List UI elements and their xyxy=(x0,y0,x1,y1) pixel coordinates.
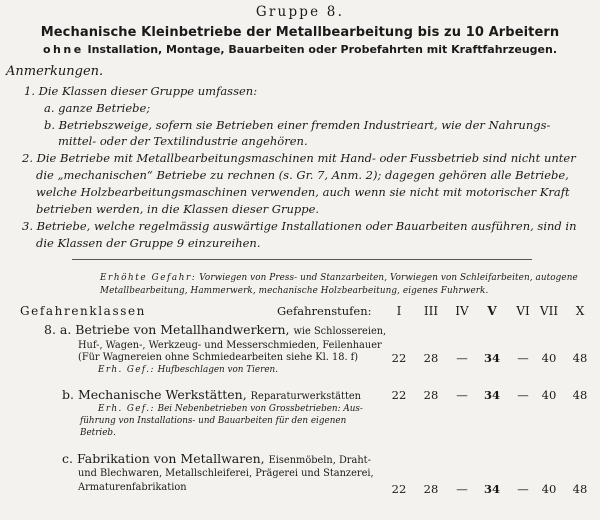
note-line: 1. Die Klassen dieser Gruppe umfassen: xyxy=(24,84,258,98)
entry-8a-line2: Huf-, Wagen-, Werkzeug- und Messerschmieden, Feilenhauer xyxy=(78,340,382,351)
entry-8b-value-i: 22 xyxy=(391,388,407,402)
entry-8b-increased-hazard xyxy=(98,404,363,414)
level-header-v: V xyxy=(487,304,497,318)
entry-8c-heading-rest: Eisenmöbeln, Draht- xyxy=(268,455,371,466)
note-line: die „mechanischen“ Betriebe zu rechnen (s. Gr. 7, Anm. 2); dagegen gehören alle Betriebe, xyxy=(36,168,569,182)
level-header-x: X xyxy=(575,304,585,318)
level-header-vi: VI xyxy=(516,304,530,318)
entry-8a-heading: 8. a. Betriebe von Metallhandwerkern, xyxy=(44,322,290,337)
group-title: Mechanische Kleinbetriebe der Metallbearbeitung bis zu 10 Arbeitern xyxy=(40,25,560,40)
entry-8c-value-vii: 40 xyxy=(541,482,557,496)
entry-8c-title xyxy=(62,451,371,466)
hazard-label: Erhöhte Gefahr: xyxy=(100,273,197,283)
entry-8b-heading-rest: Reparaturwerkstätten xyxy=(250,391,361,402)
entry-8a-value-i: 22 xyxy=(391,351,407,365)
entry-8c-value-v: 34 xyxy=(483,482,500,496)
note-line: betrieben werden, in die Klassen dieser Gruppe. xyxy=(36,202,320,216)
note-line: welche Holzbearbeitungsmaschinen verwenden, auch wenn sie nicht mit motorischer Kraft xyxy=(36,185,570,199)
column-hazard-classes: Gefahrenklassen xyxy=(20,304,146,318)
entry-8b-title xyxy=(62,387,361,402)
note-line: b. Betriebszweige, sofern sie Betrieben einer fremden Industrieart, wie der Nahrungs- xyxy=(44,118,551,132)
hazard-line-1 xyxy=(100,273,578,283)
subtitle-rest: Installation, Montage, Bauarbeiten oder Probefahrten mit Kraftfahrzeugen. xyxy=(87,43,557,56)
entry-8b-value-vii: 40 xyxy=(541,388,557,402)
hazard-line-2: Metallbearbeitung, Hammerwerk, mechanische Holzbearbeitung, eigenes Fuhrwerk. xyxy=(100,286,489,296)
level-header-iv: IV xyxy=(455,304,469,318)
entry-8a-title xyxy=(44,322,386,337)
entry-8a-increased-hazard xyxy=(98,365,278,375)
level-header-i: I xyxy=(396,304,402,318)
level-header-iii: III xyxy=(423,304,439,318)
note-line: a. ganze Betriebe; xyxy=(44,101,151,115)
divider-rule xyxy=(72,259,532,260)
entry-8a-value-x: 48 xyxy=(572,351,588,365)
entry-8a-value-v: 34 xyxy=(483,351,500,365)
entry-8b-value-iii: 28 xyxy=(423,388,439,402)
entry-8b-value-iv: — xyxy=(456,388,468,402)
hazard-text: Vorwiegen von Press- und Stanzarbeiten, Vorwiegen von Schleifarbeiten, autogene xyxy=(199,273,578,283)
entry-8c-value-vi: — xyxy=(517,482,529,496)
entry-8c-value-x: 48 xyxy=(572,482,588,496)
entry-8b-heading: b. Mechanische Werkstätten, xyxy=(62,387,247,402)
erh-label: Erh. Gef.: xyxy=(98,365,155,375)
entry-8a-heading-rest: wie Schlossereien, xyxy=(293,326,387,337)
note-line: die Klassen der Gruppe 9 einzureihen. xyxy=(36,236,261,250)
group-subtitle xyxy=(0,43,600,56)
column-hazard-levels-label: Gefahrenstufen: xyxy=(277,304,372,318)
erh-text: Hufbeschlagen von Tieren. xyxy=(157,365,279,375)
entry-8c-heading: c. Fabrikation von Metallwaren, xyxy=(62,451,265,466)
subtitle-spaced-word: ohne xyxy=(42,43,84,56)
entry-8b-value-vi: — xyxy=(517,388,529,402)
entry-8c-line3: Armaturenfabrikation xyxy=(78,482,187,493)
entry-8b-erh-line3: Betrieb. xyxy=(80,428,116,438)
entry-8c-line2: und Blechwaren, Metallschleiferei, Prägerei und Stanzerei, xyxy=(78,468,374,479)
erh-label: Erh. Gef.: xyxy=(98,404,155,414)
note-line: mittel- oder der Textilindustrie angehören. xyxy=(58,134,308,148)
entry-8c-value-iv: — xyxy=(456,482,468,496)
entry-8a-value-vii: 40 xyxy=(541,351,557,365)
entry-8a-value-iv: — xyxy=(456,351,468,365)
notes-heading: Anmerkungen. xyxy=(6,64,104,79)
group-number: Gruppe 8. xyxy=(255,4,345,20)
note-line: 2. Die Betriebe mit Metallbearbeitungsmaschinen mit Hand- oder Fussbetrieb sind nicht unter xyxy=(22,151,576,165)
entry-8a-value-iii: 28 xyxy=(423,351,439,365)
entry-8c-value-iii: 28 xyxy=(423,482,439,496)
entry-8b-erh-line2: führung von Installations- und Bauarbeiten für den eigenen xyxy=(80,416,347,426)
note-line: 3. Betriebe, welche regelmässig auswärtige Installationen oder Bauarbeiten ausführen, sind in xyxy=(22,219,577,233)
entry-8b-value-v: 34 xyxy=(483,388,500,402)
level-header-vii: VII xyxy=(539,304,559,318)
erh-text: Bei Nebenbetrieben von Grossbetrieben: Aus- xyxy=(157,404,363,414)
entry-8a-value-vi: — xyxy=(517,351,529,365)
entry-8b-value-x: 48 xyxy=(572,388,588,402)
entry-8c-value-i: 22 xyxy=(391,482,407,496)
entry-8a-line3: (Für Wagnereien ohne Schmiedearbeiten siehe Kl. 18. f) xyxy=(78,352,359,363)
